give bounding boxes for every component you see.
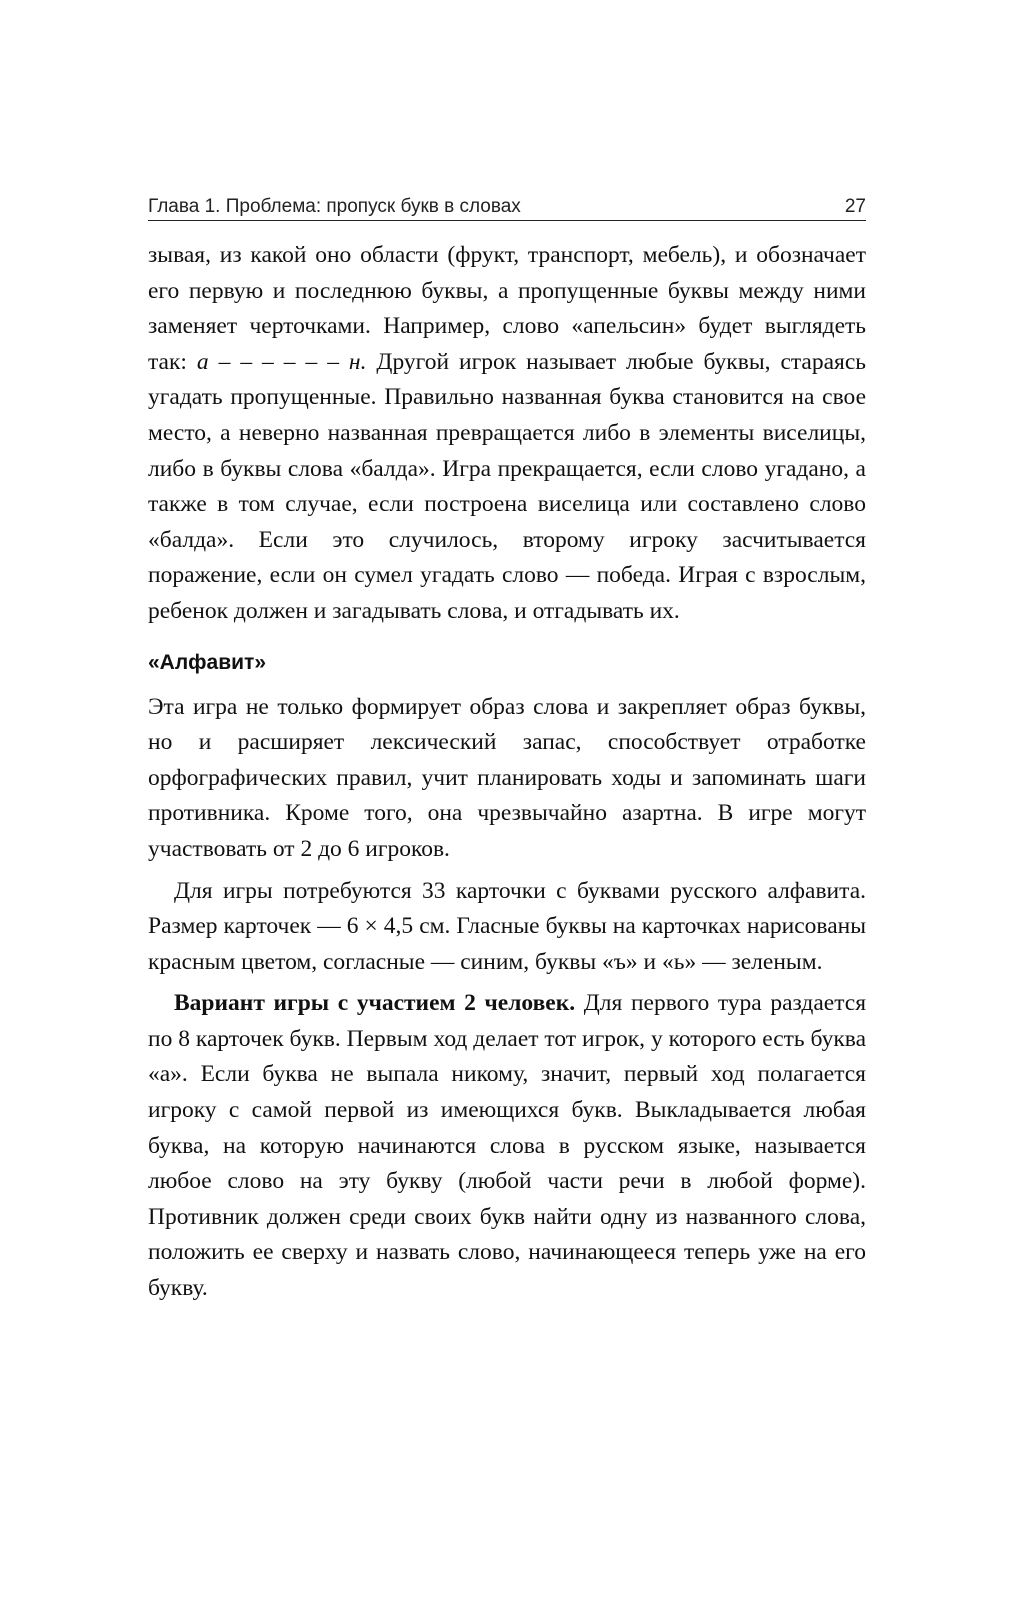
paragraph-continuation [148, 238, 866, 630]
example-word: а – – – – – – н. [196, 348, 367, 375]
paragraph-intro: Эта игра не только формирует образ слова и закрепляет образ буквы, но и расширяет лексический запас, способствует отработке орфографических правил, учит планировать ходы и запоминать шаги противника. Кроме того, она чрезвычайно азартна. В игре могут участвовать от 2 до 6 игроков. [148, 693, 866, 862]
paragraph-text: Другой игрок называет любые буквы, стараясь угадать пропущенные. Правильно названная буква становится на свое место, а неверно названная превращается либо в элементы виселицы, либо в буквы слова «балда». Игра прекращается, если слово угадано, а также в том случае, если построена виселица или составлено слово «балда». Если это случилось, второму игроку засчитывается поражение, если он сумел угадать слово — победа. Играя с взрослым, ребенок должен и загадывать слова, и отгадывать их. [148, 348, 866, 624]
paragraph-variant [148, 986, 866, 1306]
section-heading: «Алфавит» [148, 650, 267, 674]
paragraph-materials: Для игры потребуются 33 карточки с буквами русского алфавита. Размер карточек — 6 × 4,5 см. Гласные буквы на карточках нарисованы красным цветом, согласные — синим, буквы «ъ» и «ь» — зеленым. [148, 877, 866, 975]
variant-title: Вариант игры с участием 2 человек. [174, 990, 576, 1017]
body-text [148, 238, 866, 1307]
chapter-title: Глава 1. Проблема: пропуск букв в словах [148, 196, 521, 217]
variant-text: Для первого тура раздается по 8 карточек букв. Первым ход делает тот игрок, у которого есть буква «а». Если буква не выпала никому, значит, первый ход полагается игроку с самой первой из имеющихся букв. Выкладывается любая буква, на которую начинаются слова в русском языке, называется любое слово на эту букву (любой части речи в любой форме). Противник должен среди своих букв найти одну из названного слова, положить ее сверху и назвать слово, начинающееся теперь уже на его букву. [148, 990, 867, 1302]
running-header [148, 196, 866, 221]
page-number: 27 [844, 196, 866, 217]
paragraph-text: зывая, из какой оно области (фрукт, транспорт, мебель), и обозначает его первую и последнюю буквы, а пропущенные буквы между ними заменяет черточками. Например, слово «апельсин» будет выглядеть так: [148, 242, 866, 375]
